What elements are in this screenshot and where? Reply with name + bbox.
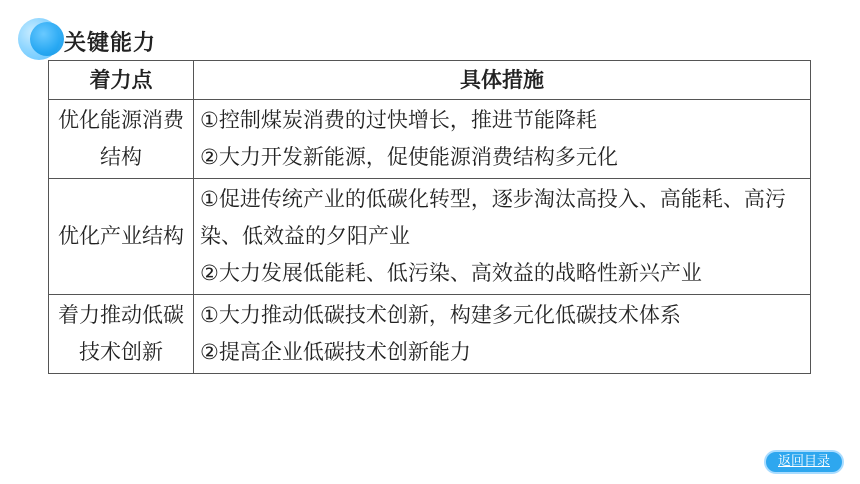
- measure-item: ①大力推动低碳技术创新，构建多元化低碳技术体系: [200, 303, 681, 327]
- back-to-contents-button[interactable]: 返回目录: [764, 450, 844, 474]
- measures-cell: [194, 179, 811, 295]
- focus-cell: 优化产业结构: [49, 179, 194, 295]
- column-header-focus: 着力点: [49, 61, 194, 100]
- page-title: 关键能力: [64, 31, 157, 56]
- decorative-circle-inner-icon: [30, 22, 64, 56]
- measures-table: [48, 60, 811, 374]
- table-header-row: [49, 61, 811, 100]
- table-row: [49, 100, 811, 179]
- measure-item: ①控制煤炭消费的过快增长，推进节能降耗: [200, 108, 597, 132]
- measures-cell: [194, 100, 811, 179]
- focus-cell: 着力推动低碳技术创新: [49, 295, 194, 374]
- measure-item: ②大力发展低能耗、低污染、高效益的战略性新兴产业: [200, 261, 702, 285]
- focus-cell: 优化能源消费结构: [49, 100, 194, 179]
- column-header-measures: 具体措施: [194, 61, 811, 100]
- measure-item: ②大力开发新能源，促使能源消费结构多元化: [200, 145, 618, 169]
- table-row: [49, 295, 811, 374]
- table-row: [49, 179, 811, 295]
- measure-item: ②提高企业低碳技术创新能力: [200, 340, 471, 364]
- measures-cell: [194, 295, 811, 374]
- measure-item: ①促进传统产业的低碳化转型，逐步淘汰高投入、高能耗、高污染、低效益的夕阳产业: [200, 187, 786, 248]
